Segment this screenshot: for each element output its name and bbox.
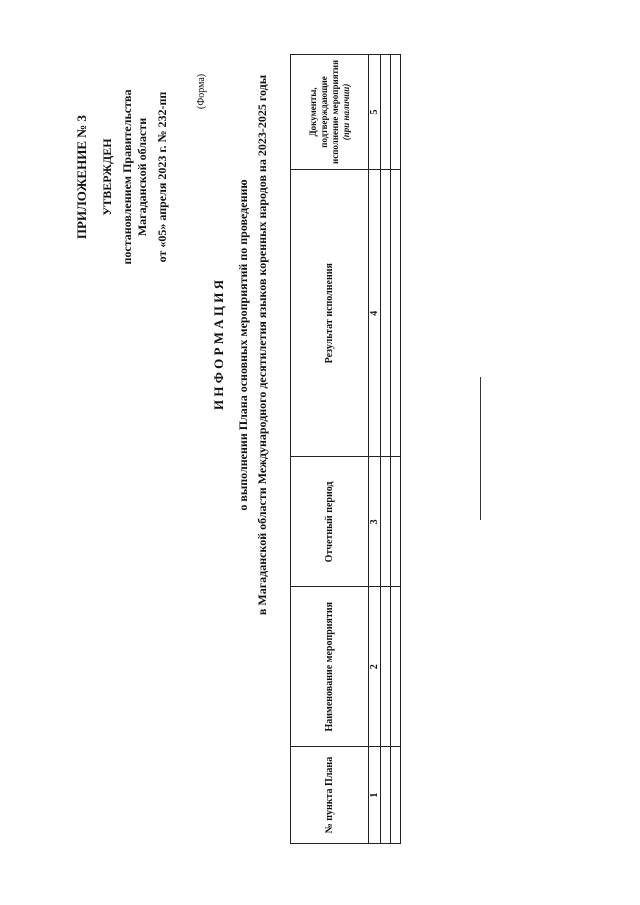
- header-cell-period: Отчетный период: [291, 457, 369, 587]
- approved-label: УТВЕРЖДЕН: [100, 138, 114, 216]
- empty-cell: [381, 169, 391, 457]
- approval-line-3: от «05» апреля 2023 г. № 232-пп: [155, 91, 169, 263]
- report-table: [290, 54, 401, 844]
- empty-cell: [391, 457, 401, 587]
- empty-cell: [391, 747, 401, 844]
- header-cell-result: Результат исполнения: [291, 169, 369, 457]
- column-number-cell: 2: [369, 587, 381, 747]
- column-number-cell: 5: [369, 55, 381, 170]
- empty-cell: [391, 169, 401, 457]
- document-subtitle-1: о выполнении Плана основных мероприятий по проведению: [236, 179, 250, 511]
- approval-line-1: постановлением Правительства: [120, 89, 134, 265]
- header-cell-number: № пункта Плана: [291, 747, 369, 844]
- closing-line: [480, 377, 481, 520]
- appendix-number: ПРИЛОЖЕНИЕ № 3: [74, 114, 89, 240]
- documents-note: (при наличии): [340, 83, 351, 141]
- empty-cell: [381, 55, 391, 170]
- document-title: И Н Ф О Р М А Ц И Я: [211, 280, 226, 410]
- column-number-cell: 1: [369, 747, 381, 844]
- empty-cell: [381, 747, 391, 844]
- approval-line-2: Магаданской области: [135, 117, 149, 237]
- column-number-cell: 3: [369, 457, 381, 587]
- empty-cell: [391, 587, 401, 747]
- empty-cell: [381, 457, 391, 587]
- form-label: (Форма): [196, 73, 207, 109]
- document-subtitle-2: в Магаданской области Международного десятилетия языков коренных народов на 2023-2025 годы: [255, 74, 269, 616]
- empty-cell: [391, 55, 401, 170]
- column-number-cell: 4: [369, 169, 381, 457]
- header-cell-documents: Документы, подтверждающие исполнение мероприятия (при наличии): [291, 55, 369, 170]
- header-cell-name: Наименование мероприятия: [291, 587, 369, 747]
- empty-cell: [381, 587, 391, 747]
